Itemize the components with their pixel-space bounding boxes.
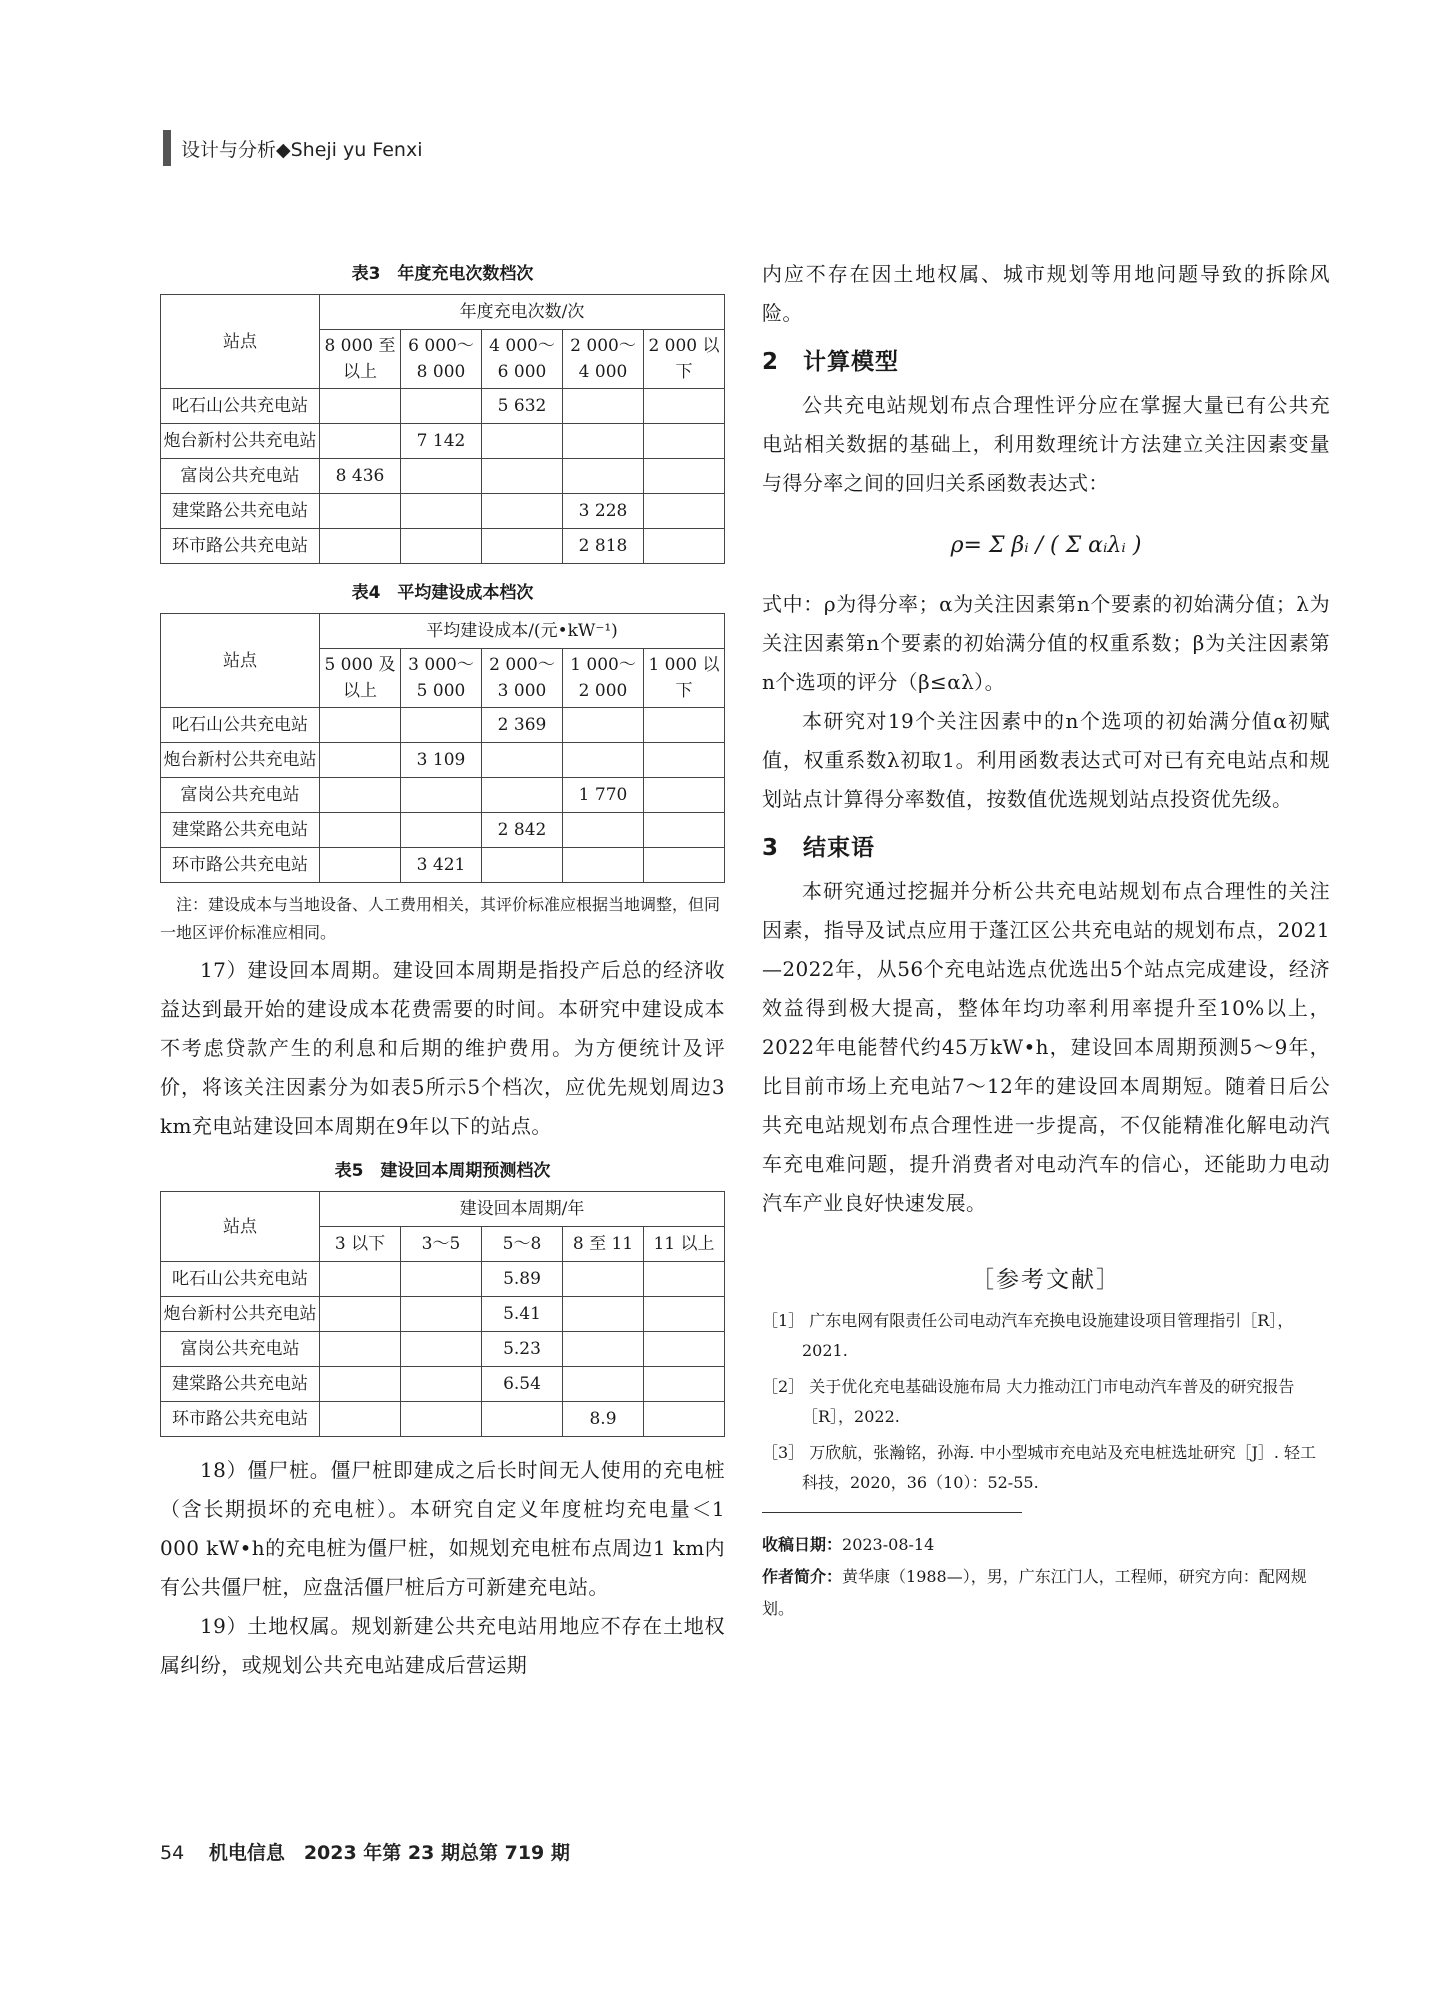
table3-cell [644,389,725,424]
table3-cell [644,494,725,529]
references-title: ［参考文献］ [971,1267,1121,1293]
table5-cell [401,1402,482,1437]
table3-cell [563,424,644,459]
table4-group-header: 平均建设成本/(元•kW⁻¹) [320,614,725,649]
journal-info: 机电信息 2023 年第 23 期总第 719 期 [208,1842,570,1864]
table5-cell [401,1367,482,1402]
table5-cell [320,1297,401,1332]
table3-station-name: 富岗公共充电站 [161,459,320,494]
table5-cell [644,1332,725,1367]
table4-cell [644,813,725,848]
table4-cell [563,848,644,883]
table4-cell [401,813,482,848]
table5-row [161,1262,725,1297]
table3-cell [644,459,725,494]
table4-station-name: 建棠路公共充电站 [161,813,320,848]
author-label: 作者简介： [762,1567,843,1586]
table5-row [161,1402,725,1437]
table5-cell [320,1402,401,1437]
table3-cell [320,494,401,529]
table5-cell: 5.23 [482,1332,563,1367]
table4-cell [482,743,563,778]
table3-cell [563,389,644,424]
table3-caption: 表3 年度充电次数档次 [351,264,534,284]
author-value: 黄华康（1988—），男，广东江门人，工程师，研究方向：配网规划。 [762,1567,1307,1618]
table5-cell: 5.41 [482,1297,563,1332]
table4-caption: 表4 平均建设成本档次 [351,583,534,603]
footnote-divider [762,1512,1022,1513]
table3 [160,294,725,564]
header-text: 设计与分析◆Sheji yu Fenxi [181,138,423,161]
table5-band: 8 至 11 [563,1227,644,1262]
table4-cell [563,813,644,848]
table4-cell [563,708,644,743]
table4 [160,613,725,883]
table4-cell: 1 770 [563,778,644,813]
table4-cell [320,708,401,743]
paragraph-assignment: 本研究对19个关注因素中的n个选项的初始满分值α初赋值，权重系数λ初取1。利用函数表达式可对已有充电站点和规划站点计算得分率数值，按数值优选规划站点投资优先级。 [762,709,1330,811]
paragraph-variables: 式中：ρ为得分率；α为关注因素第n个要素的初始满分值；λ为关注因素第n个要素的初始满分值的权重系数；β为关注因素第n个选项的评分（β≤αλ）。 [762,592,1330,694]
table5-station-name: 富岗公共充电站 [161,1332,320,1367]
reference-item: ［1］ 广东电网有限责任公司电动汽车充换电设施建设项目管理指引［R］，2021. [762,1311,1294,1360]
table3-band: 6 000～ 8 000 [401,330,482,389]
table4-cell [320,743,401,778]
table4-cell [644,848,725,883]
table4-row [161,778,725,813]
table5-cell [644,1402,725,1437]
table3-cell [401,494,482,529]
table4-row [161,708,725,743]
table4-cell: 2 369 [482,708,563,743]
table5-band: 5～8 [482,1227,563,1262]
table3-station-name: 建棠路公共充电站 [161,494,320,529]
table4-row [161,743,725,778]
table5-cell [644,1262,725,1297]
table4-note: 注：建设成本与当地设备、人工费用相关，其评价标准应根据当地调整，但同一地区评价标准应相同。 [160,895,721,942]
section-3-heading: 3 结束语 [762,835,876,861]
table5-cell [644,1367,725,1402]
paragraph-model: 公共充电站规划布点合理性评分应在掌握大量已有公共充电站相关数据的基础上，利用数理统计方法建立关注因素变量与得分率之间的回归关系函数表达式： [762,393,1330,495]
table5-cell: 8.9 [563,1402,644,1437]
left-column [160,255,725,1685]
formula: ρ= Σ βᵢ / ( Σ αᵢλᵢ ) [950,533,1142,558]
running-header [163,128,422,168]
table4-cell [644,708,725,743]
table5-station-header: 站点 [161,1192,320,1262]
table4-station-name: 环市路公共充电站 [161,848,320,883]
table4-cell [401,708,482,743]
table3-station-name: 叱石山公共充电站 [161,389,320,424]
received-label: 收稿日期： [762,1535,843,1554]
table3-cell [482,424,563,459]
table3-group-header: 年度充电次数/次 [320,295,725,330]
table4-cell [644,743,725,778]
table5-band: 3～5 [401,1227,482,1262]
table4-row [161,848,725,883]
right-column [762,255,1330,1625]
table4-cell: 3 109 [401,743,482,778]
table5-cell [320,1262,401,1297]
table3-cell [320,389,401,424]
table4-band: 1 000～ 2 000 [563,649,644,708]
table5-cell [320,1332,401,1367]
paragraph-conclusion: 本研究通过挖掘并分析公共充电站规划布点合理性的关注因素，指导及试点应用于蓬江区公共充电站的规划布点，2021—2022年，从56个充电站选点优选出5个站点完成建设，经济效益得到极大提高，整体年均功率利用率提升至10%以上，2022年电能替代约45万kW•h，建设回本周期预测5～9年，比目前市场上充电站7～12年的建设回本周期短。随着日后公共充电站规划布点合理性进一步提高，不仅能精准化解电动汽车充电难问题，提升消费者对电动汽车的信心，还能助力电动汽车产业良好快速发展。 [762,879,1330,1215]
table4-cell [401,778,482,813]
page-footer [160,1838,570,1865]
received-date [762,1529,1330,1561]
table3-band: 8 000 至以上 [320,330,401,389]
author-info [762,1561,1330,1625]
table5-cell [401,1332,482,1367]
table5-caption: 表5 建设回本周期预测档次 [334,1161,551,1181]
header-bar [163,130,171,166]
table3-row [161,459,725,494]
table4-cell [482,848,563,883]
table5-group-header: 建设回本周期/年 [320,1192,725,1227]
reference-item: ［3］ 万欣航，张瀚铭，孙海. 中小型城市充电站及充电桩选址研究［J］. 轻工科技，2020，36（10）：52-55. [762,1443,1317,1492]
table3-station-header: 站点 [161,295,320,389]
table3-cell [482,494,563,529]
table4-cell [482,778,563,813]
table3-cell [320,424,401,459]
paragraph-18: 18）僵尸桩。僵尸桩即建成之后长时间无人使用的充电桩（含长期损坏的充电桩）。本研究自定义年度桩均充电量＜1 000 kW•h的充电桩为僵尸桩，如规划充电桩布点周边1 km内有公共僵尸桩，应盘活僵尸桩后方可新建充电站。 [160,1458,725,1599]
table4-cell [320,813,401,848]
table4-cell: 2 842 [482,813,563,848]
table5-cell [563,1332,644,1367]
table5-row [161,1297,725,1332]
table3-cell [482,529,563,564]
table5-station-name: 炮台新村公共充电站 [161,1297,320,1332]
table5-cell [644,1297,725,1332]
table4-cell [563,743,644,778]
table4-row [161,813,725,848]
table4-station-name: 富岗公共充电站 [161,778,320,813]
table3-cell: 8 436 [320,459,401,494]
table3-cell: 7 142 [401,424,482,459]
table4-band: 1 000 以下 [644,649,725,708]
table4-band: 3 000～ 5 000 [401,649,482,708]
paragraph-19: 19）土地权属。规划新建公共充电站用地应不存在土地权属纠纷，或规划公共充电站建成后营运期 [160,1614,725,1677]
table5-cell [401,1297,482,1332]
table4-station-name: 叱石山公共充电站 [161,708,320,743]
paragraph-17: 17）建设回本周期。建设回本周期是指投产后总的经济收益达到最开始的建设成本花费需要的时间。本研究中建设成本不考虑贷款产生的利息和后期的维护费用。为方便统计及评价，将该关注因素分为如表5所示5个档次，应优先规划周边3 km充电站建设回本周期在9年以下的站点。 [160,958,725,1138]
table5-cell: 5.89 [482,1262,563,1297]
table5-row [161,1332,725,1367]
table3-cell [563,459,644,494]
table5-band: 3 以下 [320,1227,401,1262]
table3-cell [644,424,725,459]
table3-cell [401,529,482,564]
table3-row [161,424,725,459]
table3-row [161,529,725,564]
reference-item: ［2］ 关于优化充电基础设施布局 大力推动江门市电动汽车普及的研究报告［R］，2022. [762,1377,1295,1426]
table4-cell: 3 421 [401,848,482,883]
page-number: 54 [160,1842,185,1864]
table4-band: 5 000 及以上 [320,649,401,708]
table3-band: 2 000～ 4 000 [563,330,644,389]
paragraph-continued: 内应不存在因土地权属、城市规划等用地问题导致的拆除风险。 [762,262,1330,325]
table5-station-name: 叱石山公共充电站 [161,1262,320,1297]
table3-band: 4 000～ 6 000 [482,330,563,389]
table4-cell [320,848,401,883]
section-2-heading: 2 计算模型 [762,349,900,375]
table3-cell: 3 228 [563,494,644,529]
table3-cell: 5 632 [482,389,563,424]
table3-row [161,389,725,424]
table3-cell [401,389,482,424]
table3-cell [482,459,563,494]
table5 [160,1191,725,1437]
received-value: 2023-08-14 [842,1535,935,1554]
table5-station-name: 环市路公共充电站 [161,1402,320,1437]
table5-station-name: 建棠路公共充电站 [161,1367,320,1402]
table5-cell [563,1297,644,1332]
table3-band: 2 000 以下 [644,330,725,389]
table4-band: 2 000～ 3 000 [482,649,563,708]
table5-cell [563,1367,644,1402]
table3-cell [644,529,725,564]
table3-cell [401,459,482,494]
table3-row [161,494,725,529]
table3-cell [320,529,401,564]
table3-station-name: 环市路公共充电站 [161,529,320,564]
table5-band: 11 以上 [644,1227,725,1262]
table5-cell [401,1262,482,1297]
table5-row [161,1367,725,1402]
table5-cell [482,1402,563,1437]
table5-cell: 6.54 [482,1367,563,1402]
table4-cell [320,778,401,813]
table3-station-name: 炮台新村公共充电站 [161,424,320,459]
table4-station-name: 炮台新村公共充电站 [161,743,320,778]
table4-station-header: 站点 [161,614,320,708]
table4-cell [644,778,725,813]
table5-cell [320,1367,401,1402]
table5-cell [563,1262,644,1297]
table3-cell: 2 818 [563,529,644,564]
